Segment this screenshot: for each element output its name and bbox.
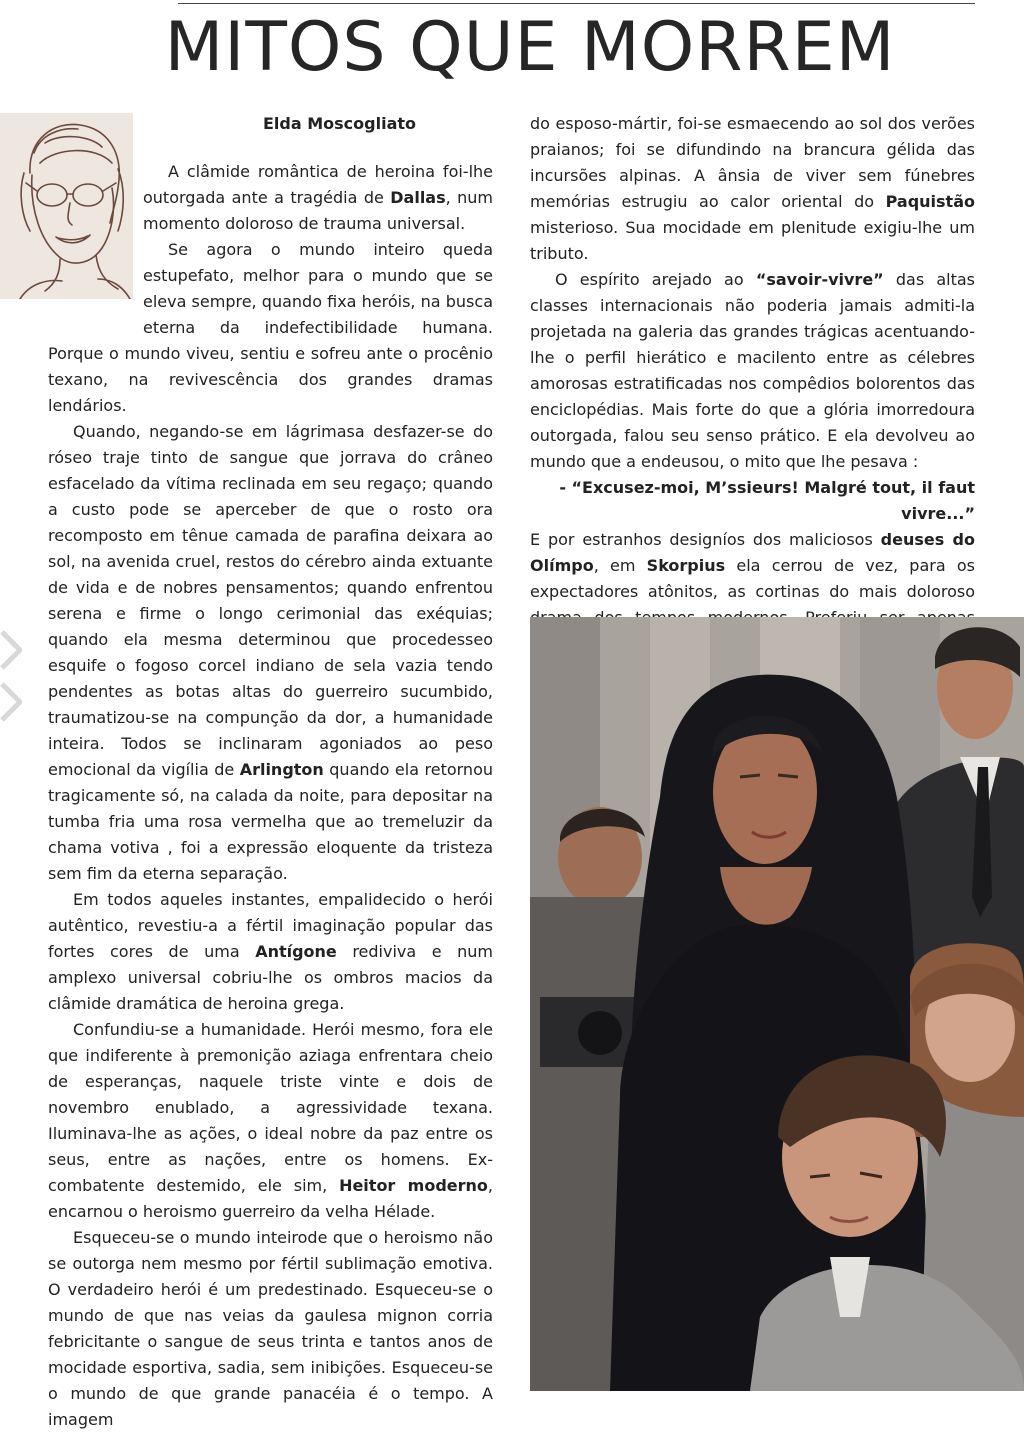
text-run: , num momento doloroso de trauma universal. — [143, 188, 493, 233]
top-rule — [178, 3, 975, 4]
paragraph — [48, 1017, 493, 1225]
emphasis-text: Antígone — [255, 942, 337, 961]
text-run: Quando, negando-se em lágrimasa desfazer-se do róseo traje tinto de sangue que jorrava do crâneo esfacelado da vítima reclinada em seu regaço; quando a custo pode se aperceber de que o rosto ora recomposto em tênue camada de parafina deixara ao sol, na avenida cruel, restos do cérebro ainda extuante de vida e de nobres pensamentos; quando enfrentou serena e firme o longo cerimonial das exéquias; quando ela mesma determinou que procedesseo esquife o fogoso corcel indiano de sela vazia tendo pendentes as botas altas do guerreiro sucumbido, traumatizou-se na compunção da dor, a humanidade inteira. Todos se inclinaram agoniados ao peso emocional da vigília de — [48, 422, 493, 779]
paragraph — [48, 419, 493, 887]
page-nav-arrows[interactable] — [0, 628, 22, 724]
article-title: MITOS QUE MORREM — [164, 8, 896, 87]
emphasis-text: Paquistão — [885, 192, 975, 211]
emphasis-text: deuses do Olímpo — [530, 530, 976, 575]
text-run: , em — [593, 556, 647, 575]
quote — [530, 475, 975, 527]
paragraph — [48, 1225, 493, 1433]
paragraph — [530, 111, 975, 267]
text-run: das altas classes internacionais não poderia jamais admiti-la projetada na galeria das grandes trágicas acentuando-lhe o perfil hierático e macilento entre as célebres amorosas estratificadas nos compêdios bolorentos das enciclopédias. Mais forte do que a glória imorredoura outorgada, falou seu senso prático. E ela devolveu ao mundo que a endeusou, o mito que lhe pesava : — [530, 270, 975, 471]
text-run: ela cerrou de vez, para os expectadores atônitos, as cortinas do mais doloroso — [530, 556, 975, 601]
text-run: Confundiu-se a humanidade. Herói mesmo, fora ele que indiferente à premonição aziaga enfrentara cheio de esperanças, naquele triste vinte e dois de novembro enublado, a agressividade texana. Iluminava-lhe as ações, o ideal nobre da paz entre os seus, entre as nações, entre os homens. Ex-combatente destemido, ele sim, — [48, 1020, 493, 1195]
emphasis-text: Arlington — [239, 760, 324, 779]
funeral-photo — [530, 617, 1024, 1391]
emphasis-text: Heitor moderno — [339, 1176, 488, 1195]
text-run: A clâmide romântica de heroina foi-lhe outorgada ante a tragédia de — [143, 162, 493, 207]
paragraph — [48, 887, 493, 1017]
portrait-space — [48, 111, 143, 320]
author-name: Elda Moscogliato — [263, 114, 417, 133]
paragraph — [530, 267, 975, 475]
text-run: misterioso. Sua mocidade em plenitude exigiu-lhe um tributo. — [530, 218, 975, 263]
right-column — [530, 111, 975, 683]
text-run: Se agora o mundo inteiro queda estupefato, melhor para o mundo que se eleva sempre, quando fixa heróis, na busca eterna da indefectibilidade humana. Porque o mundo viveu, sentiu e sofreu ante o procênio texano, na revivescência dos grandes dramas lendários. — [48, 240, 493, 415]
left-column — [48, 111, 493, 1433]
emphasis-text: Dallas — [390, 188, 446, 207]
text-run: , encarnou o heroismo guerreiro da velha Hélade. — [48, 1176, 494, 1221]
text-run: rediviva e num amplexo universal cobriu-lhe os ombros macios da clâmide dramática de heroina grega. — [48, 942, 494, 1013]
text-run: quando ela retornou tragicamente só, na calada da noite, para depositar na tumba fria uma rosa vermelha que ao tremeluzir da chama votiva , foi a expressão eloquente da tristeza sem fim da eterna separação. — [48, 760, 493, 883]
text-run: Esqueceu-se o mundo inteirode que o heroismo não se outorga nem mesmo por fértil sublimação emotiva. O verdadeiro herói é um predestinado. Esqueceu-se o mundo de que nas veias da gaulesa mignon corria febricitante o sangue de seus trinta e tantos anos de mocidade esportiva, sadia, sem inibições. Esqueceu-se o mundo de que grande panacéia é o tempo. A imagem — [48, 1228, 493, 1429]
text-run: O espírito arejado ao — [555, 270, 756, 289]
emphasis-text: - “Excusez-moi, M’ssieurs! Malgré tout, il faut vivre...” — [559, 478, 975, 523]
emphasis-text: “savoir-vivre” — [755, 270, 884, 289]
text-run: do esposo-mártir, foi-se esmaecendo ao sol dos verões praianos; foi se difundindo na brancura gélida das incursões alpinas. A ânsia de viver sem fúnebres memórias estrugiu ao calor oriental do — [530, 114, 975, 211]
text-run: E por estranhos designíos dos maliciosos — [530, 530, 881, 549]
emphasis-text: Skorpius — [646, 556, 726, 575]
text-run: Em todos aqueles instantes, empalidecido o herói autêntico, revestiu-a a fértil imaginação popular das fortes cores de uma — [48, 890, 493, 961]
